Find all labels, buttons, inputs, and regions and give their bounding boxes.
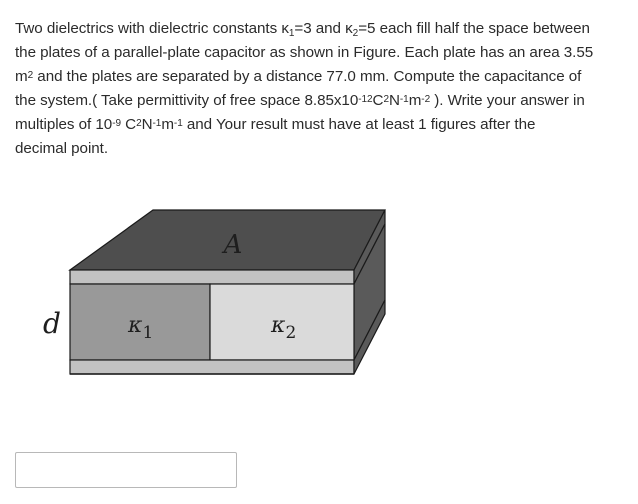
kappa1-symbol: κ (128, 313, 143, 338)
capacitor-diagram (0, 200, 638, 420)
kappa2-symbol: κ (271, 313, 286, 338)
question-text-span: C (372, 92, 384, 109)
question-line-6: decimal point. (15, 140, 109, 157)
question-text (15, 17, 631, 161)
kappa1-label-subscript: 1 (142, 323, 154, 343)
question-line-4 (15, 89, 631, 113)
top-plate-front-face (70, 270, 354, 284)
unit-exponent: -2 (421, 93, 431, 105)
question-text-span: m (408, 92, 422, 109)
multiple-exponent: -9 (112, 117, 121, 129)
question-text-span: multiples of 10 (15, 116, 113, 133)
question-line-3 (15, 65, 631, 89)
question-text-span: C (120, 116, 137, 133)
question-text-span: and Your result must have at least 1 figures after the (182, 116, 536, 133)
unit-exponent: 2 (383, 93, 389, 105)
question-text-span: N (141, 116, 153, 133)
area-label: A (223, 230, 243, 260)
unit-exponent: -1 (152, 117, 162, 129)
bottom-plate-front-face (70, 360, 354, 374)
capacitor-figure (0, 200, 638, 420)
question-text-span: and the plates are separated by a distance 77.0 mm. Compute the capacitance of (33, 68, 582, 85)
question-text-span: Two dielectrics with dielectric constants κ (15, 20, 289, 37)
distance-label: d (43, 307, 61, 340)
unit-exponent: -1 (173, 117, 183, 129)
question-text-span: =3 and κ (294, 20, 353, 37)
kappa2-subscript: 2 (352, 28, 359, 39)
unit-exponent: 2 (136, 117, 142, 129)
answer-input[interactable] (15, 452, 237, 488)
question-line-2: the plates of a parallel-plate capacitor as shown in Figure. Each plate has an area 3.55 (15, 44, 594, 61)
question-text-span: =5 each fill half the space between (358, 20, 590, 37)
area-unit-exponent: 2 (27, 69, 34, 81)
question-text-span: m (15, 68, 28, 85)
permittivity-exponent: -12 (358, 93, 373, 105)
question-text-span: m (161, 116, 174, 133)
question-line-1 (15, 17, 631, 41)
question-text-span: the system.( Take permittivity of free space 8.85x10 (15, 92, 359, 109)
question-text-span: ). Write your answer in (430, 92, 585, 109)
kappa2-label-subscript: 2 (285, 323, 297, 343)
question-line-5 (15, 113, 631, 137)
unit-exponent: -1 (399, 93, 409, 105)
question-text-span: N (388, 92, 400, 109)
kappa1-subscript: 1 (288, 28, 295, 39)
